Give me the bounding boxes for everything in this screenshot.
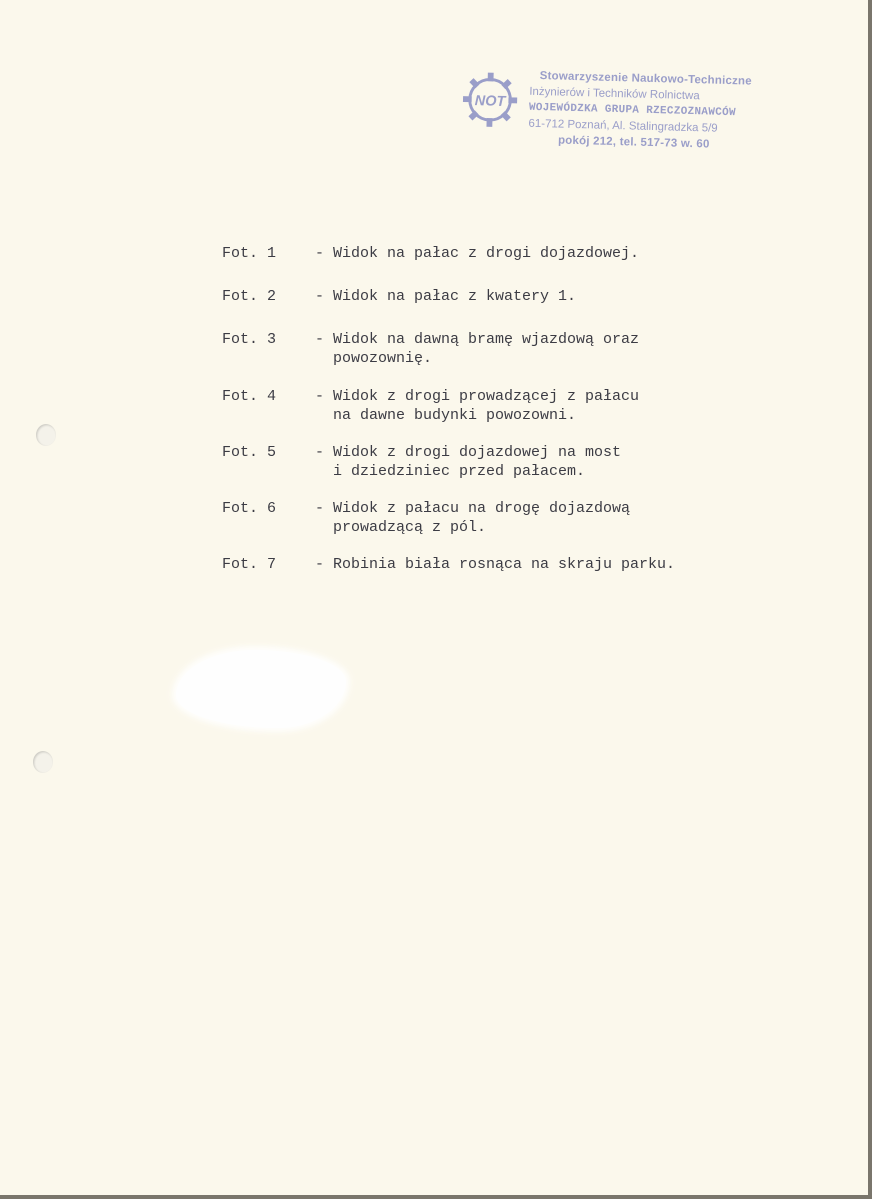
caption-text: Widok z drogi dojazdowej na most i dziedziniec przed pałacem.	[333, 444, 622, 480]
stamp-logo-text: NOT	[474, 93, 506, 110]
caption-row	[222, 287, 822, 306]
caption-text: Widok na dawną bramę wjazdową oraz powozownię.	[333, 331, 640, 367]
caption-dash: -	[315, 500, 325, 517]
caption-row	[222, 443, 822, 481]
caption-label: Fot. 7	[222, 556, 277, 573]
stamp-line: pokój 212, tel. 517-73 w. 60	[557, 134, 710, 151]
caption-label: Fot. 5	[222, 444, 277, 461]
caption-label: Fot. 2	[222, 288, 277, 305]
caption-text: Widok z drogi prowadzącej z pałacu na dawne budynki powozowni.	[333, 388, 640, 424]
caption-label: Fot. 6	[222, 500, 277, 517]
caption-text: Widok z pałacu na drogę dojazdową prowadzącą z pól.	[333, 500, 631, 536]
photo-caption-list	[222, 244, 822, 574]
stamp-line: 61-712 Poznań, Al. Stalingradzka 5/9	[528, 117, 718, 135]
punch-hole	[33, 751, 53, 773]
caption-row	[222, 244, 822, 263]
caption-dash: -	[315, 288, 325, 305]
paper-damage-mark	[176, 650, 346, 728]
caption-dash: -	[315, 331, 325, 348]
caption-row	[222, 330, 822, 368]
caption-dash: -	[315, 556, 325, 573]
caption-text: Widok na pałac z drogi dojazdowej.	[333, 245, 640, 262]
caption-row	[222, 555, 822, 574]
punch-hole	[36, 424, 56, 446]
caption-dash: -	[315, 444, 325, 461]
caption-label: Fot. 3	[222, 331, 277, 348]
caption-dash: -	[315, 388, 325, 405]
institution-stamp	[459, 64, 772, 172]
stamp-text-block	[528, 68, 770, 154]
caption-text: Robinia biała rosnąca na skraju parku.	[333, 556, 676, 573]
caption-dash: -	[315, 245, 325, 262]
stamp-line: WOJEWÓDZKA GRUPA RZECZOZNAWCÓW	[528, 101, 737, 120]
caption-row	[222, 387, 822, 425]
caption-label: Fot. 1	[222, 245, 277, 262]
stamp-line: Stowarzyszenie Naukowo-Techniczne	[539, 70, 752, 88]
caption-label: Fot. 4	[222, 388, 277, 405]
stamp-line: Inżynierów i Techników Rolnictwa	[529, 85, 700, 103]
caption-text: Widok na pałac z kwatery 1.	[333, 288, 577, 305]
not-association-gear-logo-icon	[460, 70, 519, 129]
caption-row	[222, 499, 822, 537]
